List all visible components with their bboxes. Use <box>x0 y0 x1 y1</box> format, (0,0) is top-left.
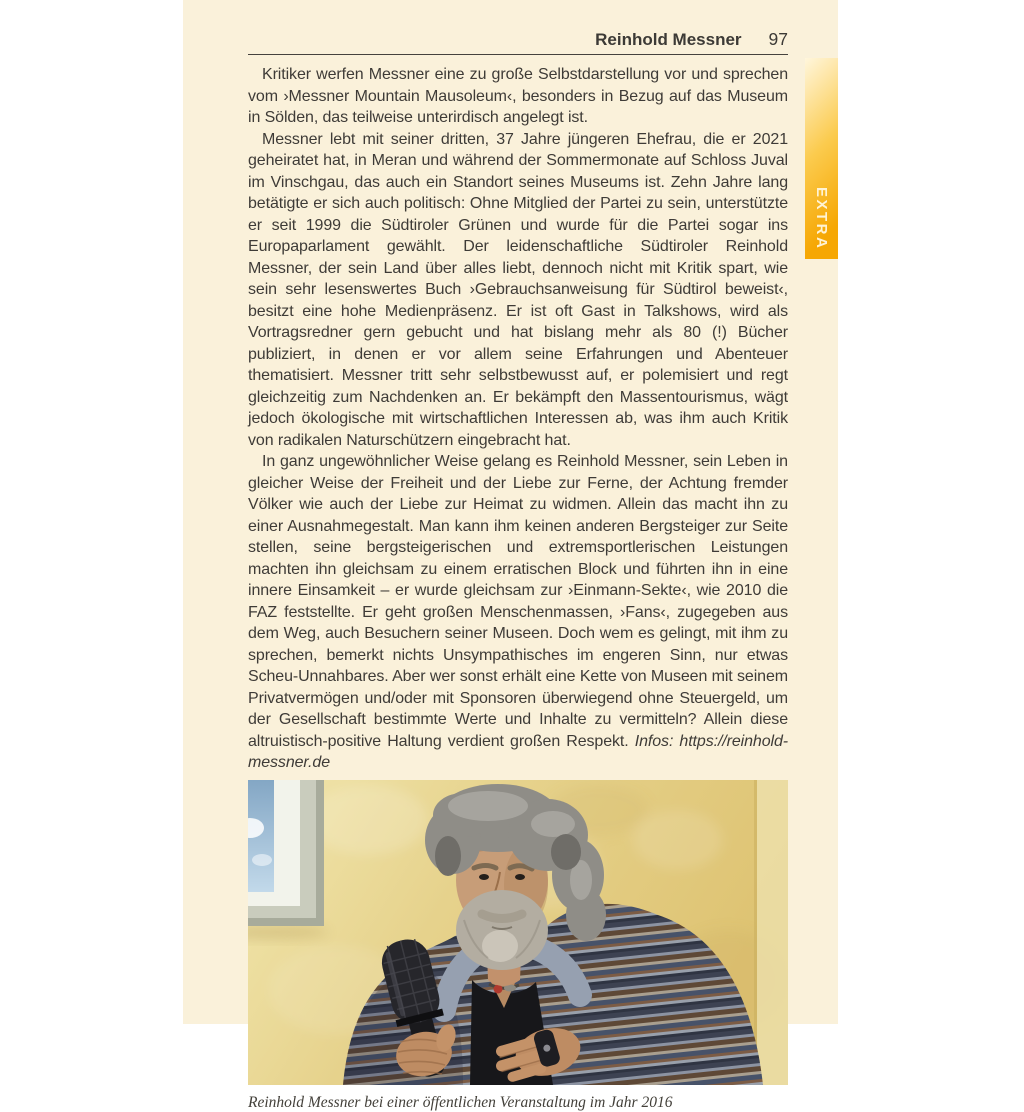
book-page <box>183 0 838 1111</box>
page-header <box>248 29 788 55</box>
running-head-title: Reinhold Messner <box>595 30 742 49</box>
paragraph-critics: Kritiker werfen Messner eine zu große Selbstdarstellung vor und sprechen vom ›Messner Mountain Mausoleum‹, besonders in Bezug auf das Museum in Sölden, das teilweise unterirdisch angelegt ist. <box>248 66 788 126</box>
photo-caption: Reinhold Messner bei einer öffentlichen Veranstaltung im Jahr 2016 <box>248 1093 673 1111</box>
mustache <box>482 914 522 919</box>
paragraph-biography: Messner lebt mit seiner dritten, 37 Jahre jüngeren Ehefrau, die er 2021 geheiratet hat, in Meran und während der Sommermonate auf Schloss Juval im Vinschgau, das auch ein Standort seines Museums ist. Zehn Jahre lang betätigte er sich auch politisch: Ohne Mitglied der Partei zu sein, unterstützte er seit 1999 die Südtiroler Grünen und wurde für die Partei sogar ins Europaparlament gewählt. Der leidenschaftliche Südtiroler Reinhold Messner, der sein Land über alles liebt, dennoch nicht mit Kritik spart, wie sein sehr lesenswertes Buch ›Gebrauchsanweisung für Südtirol beweist‹, besitzt eine hohe Medienpräsenz. Er ist oft Gast in Talkshows, wird als Vortragsredner gern gebucht und hat bislang mehr als 80 (!) Bücher publiziert, in denen er vor allem seine Erfahrungen und Abenteuer thematisiert. Messner tritt sehr selbstbewusst auf, er polemisiert und regt gleichzeitig zum Nachdenken an. Er bekämpft den Massentourismus, wägt jedoch ökologische mit wirtschaftlichen Interessen ab, was ihm auch Kritik von radikalen Naturschützern eingebracht hat. <box>248 130 788 449</box>
messner-photo-illustration <box>248 780 788 1085</box>
paragraph-appraisal <box>248 451 788 774</box>
wall-right-strip <box>757 780 788 1085</box>
paragraph-appraisal-text: In ganz ungewöhnlicher Weise gelang es Reinhold Messner, sein Leben in gleicher Weise der Freiheit und der Liebe zur Ferne, der Achtung fremder Völker wie auch der Liebe zur Heimat zu widmen. Allein das macht ihn zu einer Ausnahmegestalt. Man kann ihm keinen anderen Bergsteiger zur Seite stellen, seine bergsteigerischen und extremsportlerischen Leistungen machten ihn gleichsam zu einem erratischen Block und führten ihn in eine innere Einsamkeit – er wurde gleichsam zur ›Einmann-Sekte‹, wie 2010 die FAZ feststellte. Er geht großen Menschenmassen, ›Fans‹, zugegeben aus dem Weg, auch Besuchern seiner Museen. Doch wem es gelingt, mit ihm zu sprechen, bemerkt nichts Unsympathisches im engeren Sinn, nur etwas Scheu-Unnahbares. Aber wer sonst erhält eine Kette von Museen mit seinem Privatvermögen und/oder mit Sponsoren überwiegend ohne Steuergeld, um der Gesellschaft bestimmte Werte und Inhalte zu vermitteln? Allein diese altruistisch-positive Haltung verdient großen Respekt. <box>248 453 788 750</box>
gray-beard <box>456 890 548 970</box>
extra-tab-label: EXTRA <box>813 186 830 250</box>
infos-url-text: Infos: https://reinhold-messner.de <box>248 732 788 771</box>
body-text <box>248 64 788 774</box>
messner-photo <box>248 780 788 1085</box>
eye-left <box>479 874 489 880</box>
page-number: 97 <box>768 29 788 49</box>
picture-frame <box>248 780 328 939</box>
extra-side-tab <box>805 58 838 259</box>
eyebrow-left <box>474 865 496 868</box>
eye-right <box>515 874 525 880</box>
page-content <box>248 0 788 1112</box>
